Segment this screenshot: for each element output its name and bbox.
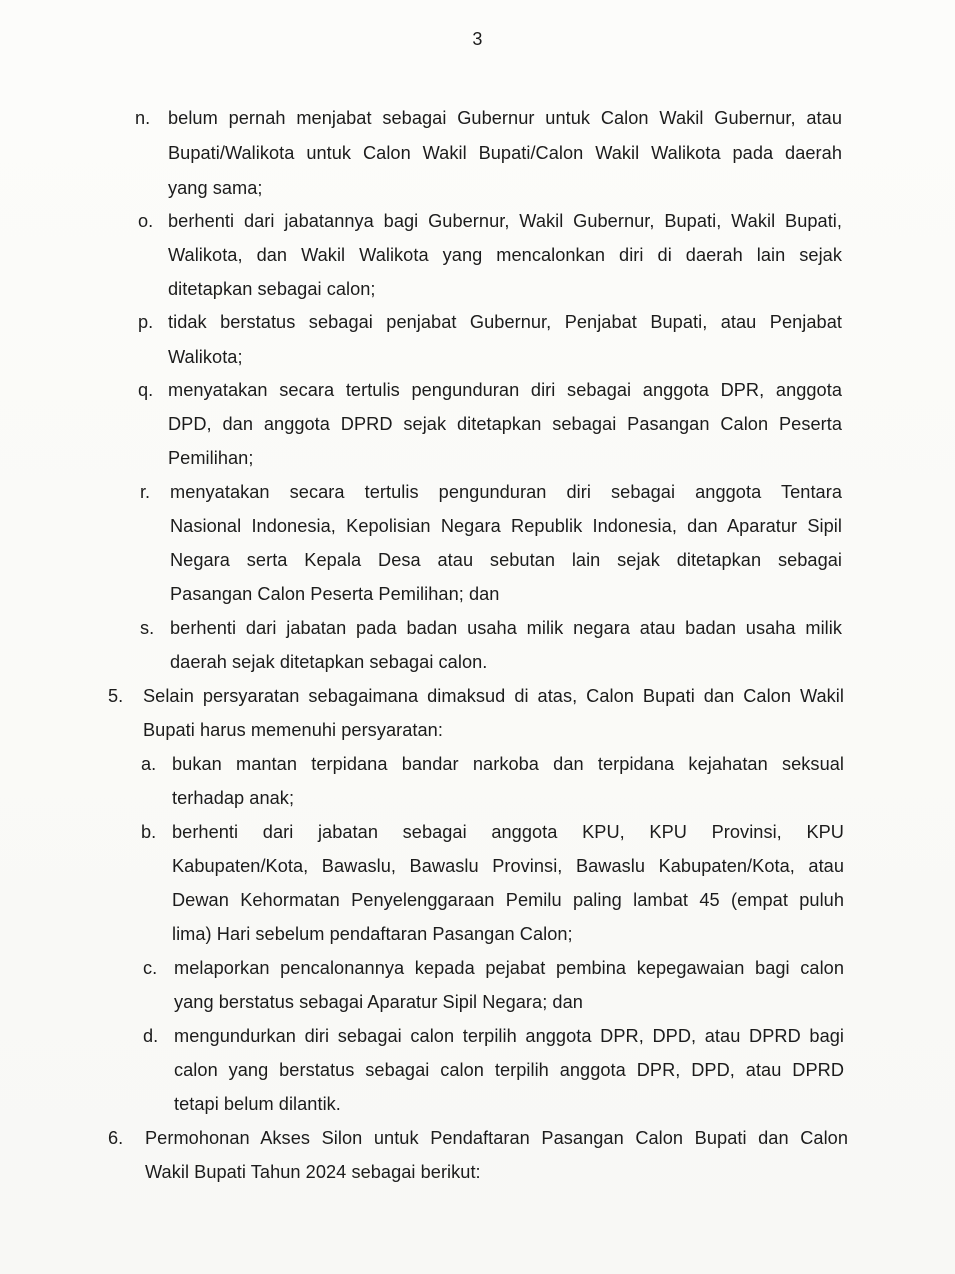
section-5-item-c-line-1: melaporkan pencalonannya kepada pejabat pembina kepegawaian bagi calon [174,958,844,978]
item-p-line-2: Walikota; [168,347,243,367]
item-r-line-2: Nasional Indonesia, Kepolisian Negara Republik Indonesia, dan Aparatur Sipil [170,516,842,536]
section-5-item-b-line-1: berhenti dari jabatan sebagai anggota KPU, KPU Provinsi, KPU [172,822,844,842]
section-6-marker: 6. [108,1128,124,1148]
section-5-item-b-line-4: lima) Hari sebelum pendaftaran Pasangan Calon; [172,924,573,944]
item-q-line-3: Pemilihan; [168,448,254,468]
section-5-item-d-line-1: mengundurkan diri sebagai calon terpilih anggota DPR, DPD, atau DPRD bagi [174,1026,844,1046]
section-6-line-1: Permohonan Akses Silon untuk Pendaftaran Pasangan Calon Bupati dan Calon [145,1128,848,1148]
section-5-item-a-marker: a. [141,754,157,774]
item-s-line-1: berhenti dari jabatan pada badan usaha milik negara atau badan usaha milik [170,618,842,638]
item-s-marker: s. [140,618,155,638]
item-r-line-3: Negara serta Kepala Desa atau sebutan lain sejak ditetapkan sebagai [170,550,842,570]
item-o-line-3: ditetapkan sebagai calon; [168,279,376,299]
item-o-line-1: berhenti dari jabatannya bagi Gubernur, Wakil Gubernur, Bupati, Wakil Bupati, [168,211,842,231]
item-s-line-2: daerah sejak ditetapkan sebagai calon. [170,652,488,672]
item-q-line-2: DPD, dan anggota DPRD sejak ditetapkan sebagai Pasangan Calon Peserta [168,414,842,434]
item-r-line-4: Pasangan Calon Peserta Pemilihan; dan [170,584,500,604]
page-number: 3 [472,29,483,49]
section-5-item-a-line-2: terhadap anak; [172,788,295,808]
section-5-line-1: Selain persyaratan sebagaimana dimaksud di atas, Calon Bupati dan Calon Wakil [143,686,844,706]
item-q-line-1: menyatakan secara tertulis pengunduran diri sebagai anggota DPR, anggota [168,380,842,400]
item-n-line-1: belum pernah menjabat sebagai Gubernur untuk Calon Wakil Gubernur, atau [168,108,842,128]
section-5-item-a-line-1: bukan mantan terpidana bandar narkoba dan terpidana kejahatan seksual [172,754,844,774]
section-5-item-d-line-3: tetapi belum dilantik. [174,1094,341,1114]
section-5-marker: 5. [108,686,124,706]
item-o-marker: o. [138,211,154,231]
section-5-item-c-line-2: yang berstatus sebagai Aparatur Sipil Negara; dan [174,992,583,1012]
item-p-line-1: tidak berstatus sebagai penjabat Gubernur, Penjabat Bupati, atau Penjabat [168,312,842,332]
item-o-line-2: Walikota, dan Wakil Walikota yang mencalonkan diri di daerah lain sejak [168,245,842,265]
section-5-item-b-line-3: Dewan Kehormatan Penyelenggaraan Pemilu paling lambat 45 (empat puluh [172,890,844,910]
item-n-line-2: Bupati/Walikota untuk Calon Wakil Bupati/Calon Wakil Walikota pada daerah [168,143,842,163]
item-q-marker: q. [138,380,154,400]
item-n-marker: n. [135,108,151,128]
item-r-marker: r. [140,482,151,502]
section-5-line-2: Bupati harus memenuhi persyaratan: [143,720,443,740]
section-6-line-2: Wakil Bupati Tahun 2024 sebagai berikut: [145,1162,481,1182]
item-r-line-1: menyatakan secara tertulis pengunduran diri sebagai anggota Tentara [170,482,842,502]
section-5-item-d-line-2: calon yang berstatus sebagai calon terpilih anggota DPR, DPD, atau DPRD [174,1060,844,1080]
section-5-item-d-marker: d. [143,1026,159,1046]
section-5-item-b-line-2: Kabupaten/Kota, Bawaslu, Bawaslu Provinsi, Bawaslu Kabupaten/Kota, atau [172,856,844,876]
section-5-item-b-marker: b. [141,822,157,842]
item-p-marker: p. [138,312,154,332]
item-n-line-3: yang sama; [168,178,263,198]
section-5-item-c-marker: c. [143,958,158,978]
